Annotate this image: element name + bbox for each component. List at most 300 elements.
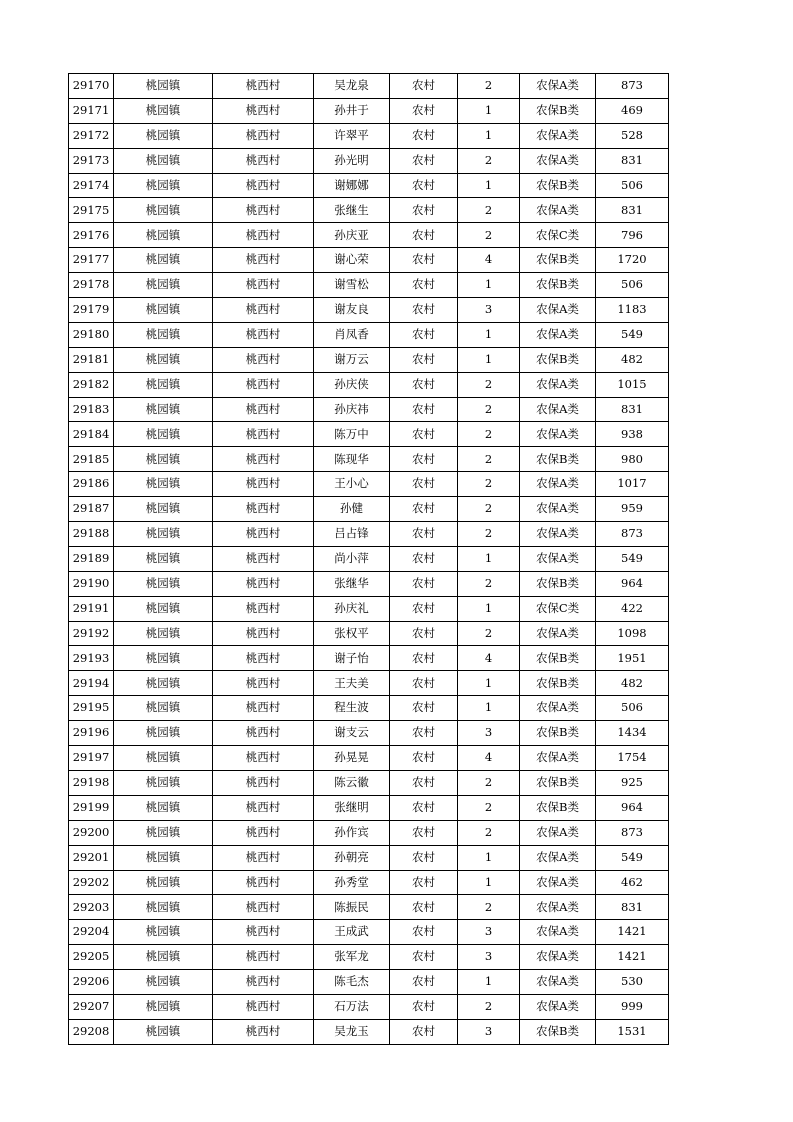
cell-name: 孙庆祎	[314, 397, 390, 422]
cell-name: 谢子怡	[314, 646, 390, 671]
cell-town: 桃园镇	[114, 223, 213, 248]
cell-insurance-category: 农保C类	[520, 596, 596, 621]
cell-member-count: 2	[458, 522, 520, 547]
cell-insurance-category: 农保C类	[520, 223, 596, 248]
cell-amount: 959	[596, 497, 669, 522]
cell-member-count: 3	[458, 721, 520, 746]
cell-household-type: 农村	[390, 895, 458, 920]
cell-member-count: 2	[458, 795, 520, 820]
cell-record-id: 29188	[69, 522, 114, 547]
cell-household-type: 农村	[390, 472, 458, 497]
cell-town: 桃园镇	[114, 870, 213, 895]
cell-amount: 1098	[596, 621, 669, 646]
cell-member-count: 2	[458, 372, 520, 397]
cell-village: 桃西村	[213, 895, 314, 920]
cell-insurance-category: 农保A类	[520, 472, 596, 497]
cell-record-id: 29190	[69, 571, 114, 596]
cell-amount: 964	[596, 795, 669, 820]
table-row	[69, 522, 669, 547]
cell-town: 桃园镇	[114, 546, 213, 571]
cell-record-id: 29184	[69, 422, 114, 447]
cell-amount: 873	[596, 820, 669, 845]
cell-village: 桃西村	[213, 148, 314, 173]
cell-village: 桃西村	[213, 945, 314, 970]
cell-name: 谢万云	[314, 347, 390, 372]
cell-town: 桃园镇	[114, 298, 213, 323]
cell-town: 桃园镇	[114, 372, 213, 397]
cell-insurance-category: 农保A类	[520, 298, 596, 323]
cell-amount: 1183	[596, 298, 669, 323]
cell-name: 吕占锋	[314, 522, 390, 547]
cell-record-id: 29196	[69, 721, 114, 746]
table-row	[69, 248, 669, 273]
cell-member-count: 2	[458, 820, 520, 845]
cell-record-id: 29187	[69, 497, 114, 522]
cell-village: 桃西村	[213, 123, 314, 148]
table-row	[69, 347, 669, 372]
cell-name: 张继华	[314, 571, 390, 596]
cell-insurance-category: 农保A类	[520, 497, 596, 522]
cell-name: 孙井于	[314, 98, 390, 123]
cell-member-count: 1	[458, 123, 520, 148]
cell-household-type: 农村	[390, 770, 458, 795]
cell-town: 桃园镇	[114, 646, 213, 671]
cell-insurance-category: 农保A类	[520, 945, 596, 970]
cell-town: 桃园镇	[114, 746, 213, 771]
cell-household-type: 农村	[390, 74, 458, 99]
cell-record-id: 29206	[69, 970, 114, 995]
cell-insurance-category: 农保A类	[520, 148, 596, 173]
cell-member-count: 1	[458, 173, 520, 198]
cell-village: 桃西村	[213, 571, 314, 596]
cell-town: 桃园镇	[114, 970, 213, 995]
cell-member-count: 1	[458, 322, 520, 347]
cell-town: 桃园镇	[114, 596, 213, 621]
cell-insurance-category: 农保B类	[520, 721, 596, 746]
cell-insurance-category: 农保B类	[520, 795, 596, 820]
cell-household-type: 农村	[390, 646, 458, 671]
cell-village: 桃西村	[213, 820, 314, 845]
cell-household-type: 农村	[390, 795, 458, 820]
table-row	[69, 870, 669, 895]
cell-record-id: 29171	[69, 98, 114, 123]
cell-amount: 925	[596, 770, 669, 795]
cell-name: 许翠平	[314, 123, 390, 148]
cell-amount: 1017	[596, 472, 669, 497]
cell-record-id: 29172	[69, 123, 114, 148]
cell-household-type: 农村	[390, 571, 458, 596]
cell-member-count: 1	[458, 970, 520, 995]
cell-record-id: 29185	[69, 447, 114, 472]
cell-household-type: 农村	[390, 173, 458, 198]
cell-amount: 1754	[596, 746, 669, 771]
cell-name: 孙庆礼	[314, 596, 390, 621]
cell-town: 桃园镇	[114, 571, 213, 596]
cell-household-type: 农村	[390, 322, 458, 347]
cell-amount: 999	[596, 994, 669, 1019]
cell-name: 孙朝亮	[314, 845, 390, 870]
cell-village: 桃西村	[213, 770, 314, 795]
cell-amount: 482	[596, 671, 669, 696]
cell-member-count: 2	[458, 223, 520, 248]
cell-member-count: 2	[458, 397, 520, 422]
cell-amount: 831	[596, 397, 669, 422]
table-row	[69, 721, 669, 746]
cell-insurance-category: 农保B类	[520, 447, 596, 472]
cell-village: 桃西村	[213, 422, 314, 447]
cell-member-count: 2	[458, 472, 520, 497]
cell-village: 桃西村	[213, 347, 314, 372]
cell-village: 桃西村	[213, 621, 314, 646]
cell-household-type: 农村	[390, 397, 458, 422]
cell-insurance-category: 农保A类	[520, 994, 596, 1019]
cell-name: 张军龙	[314, 945, 390, 970]
cell-amount: 831	[596, 198, 669, 223]
cell-amount: 1421	[596, 920, 669, 945]
cell-record-id: 29179	[69, 298, 114, 323]
cell-household-type: 农村	[390, 223, 458, 248]
cell-town: 桃园镇	[114, 820, 213, 845]
cell-household-type: 农村	[390, 123, 458, 148]
cell-insurance-category: 农保A类	[520, 74, 596, 99]
cell-town: 桃园镇	[114, 173, 213, 198]
cell-household-type: 农村	[390, 273, 458, 298]
table-row	[69, 148, 669, 173]
table-row	[69, 447, 669, 472]
cell-village: 桃西村	[213, 721, 314, 746]
cell-amount: 1720	[596, 248, 669, 273]
cell-record-id: 29177	[69, 248, 114, 273]
table-row	[69, 372, 669, 397]
cell-amount: 549	[596, 322, 669, 347]
table-row	[69, 74, 669, 99]
cell-name: 程生波	[314, 696, 390, 721]
table-row	[69, 970, 669, 995]
cell-amount: 469	[596, 98, 669, 123]
table-row	[69, 322, 669, 347]
cell-village: 桃西村	[213, 795, 314, 820]
cell-record-id: 29192	[69, 621, 114, 646]
cell-name: 陈振民	[314, 895, 390, 920]
cell-member-count: 2	[458, 895, 520, 920]
cell-town: 桃园镇	[114, 198, 213, 223]
cell-member-count: 1	[458, 845, 520, 870]
cell-insurance-category: 农保A类	[520, 870, 596, 895]
cell-village: 桃西村	[213, 372, 314, 397]
table-row	[69, 945, 669, 970]
cell-village: 桃西村	[213, 198, 314, 223]
table-row	[69, 422, 669, 447]
cell-name: 孙秀堂	[314, 870, 390, 895]
cell-insurance-category: 农保B类	[520, 770, 596, 795]
cell-amount: 796	[596, 223, 669, 248]
table-row	[69, 173, 669, 198]
cell-name: 陈万中	[314, 422, 390, 447]
cell-record-id: 29203	[69, 895, 114, 920]
cell-amount: 549	[596, 845, 669, 870]
cell-village: 桃西村	[213, 870, 314, 895]
cell-town: 桃园镇	[114, 994, 213, 1019]
cell-amount: 549	[596, 546, 669, 571]
cell-village: 桃西村	[213, 1019, 314, 1044]
cell-village: 桃西村	[213, 994, 314, 1019]
cell-name: 孙光明	[314, 148, 390, 173]
table-row	[69, 571, 669, 596]
cell-member-count: 1	[458, 546, 520, 571]
cell-town: 桃园镇	[114, 397, 213, 422]
cell-household-type: 农村	[390, 920, 458, 945]
cell-town: 桃园镇	[114, 795, 213, 820]
cell-record-id: 29170	[69, 74, 114, 99]
cell-record-id: 29175	[69, 198, 114, 223]
cell-household-type: 农村	[390, 372, 458, 397]
table-row	[69, 223, 669, 248]
cell-insurance-category: 农保A类	[520, 322, 596, 347]
cell-name: 陈云徽	[314, 770, 390, 795]
cell-record-id: 29186	[69, 472, 114, 497]
cell-village: 桃西村	[213, 472, 314, 497]
cell-record-id: 29207	[69, 994, 114, 1019]
cell-record-id: 29194	[69, 671, 114, 696]
cell-town: 桃园镇	[114, 123, 213, 148]
cell-amount: 964	[596, 571, 669, 596]
cell-member-count: 3	[458, 920, 520, 945]
cell-record-id: 29181	[69, 347, 114, 372]
cell-member-count: 1	[458, 98, 520, 123]
cell-village: 桃西村	[213, 646, 314, 671]
cell-name: 孙庆亚	[314, 223, 390, 248]
cell-amount: 506	[596, 696, 669, 721]
cell-insurance-category: 农保A类	[520, 920, 596, 945]
cell-name: 张权平	[314, 621, 390, 646]
cell-household-type: 农村	[390, 248, 458, 273]
cell-name: 石万法	[314, 994, 390, 1019]
cell-household-type: 农村	[390, 596, 458, 621]
cell-record-id: 29195	[69, 696, 114, 721]
cell-record-id: 29204	[69, 920, 114, 945]
table-row	[69, 198, 669, 223]
cell-amount: 980	[596, 447, 669, 472]
cell-village: 桃西村	[213, 671, 314, 696]
cell-amount: 506	[596, 273, 669, 298]
cell-household-type: 农村	[390, 447, 458, 472]
cell-amount: 506	[596, 173, 669, 198]
table-row	[69, 472, 669, 497]
cell-town: 桃园镇	[114, 945, 213, 970]
cell-record-id: 29199	[69, 795, 114, 820]
cell-member-count: 2	[458, 497, 520, 522]
table-row	[69, 994, 669, 1019]
cell-name: 肖凤香	[314, 322, 390, 347]
cell-household-type: 农村	[390, 198, 458, 223]
cell-household-type: 农村	[390, 347, 458, 372]
cell-village: 桃西村	[213, 273, 314, 298]
cell-insurance-category: 农保A类	[520, 696, 596, 721]
cell-village: 桃西村	[213, 173, 314, 198]
cell-member-count: 1	[458, 596, 520, 621]
cell-town: 桃园镇	[114, 845, 213, 870]
cell-town: 桃园镇	[114, 895, 213, 920]
cell-member-count: 4	[458, 646, 520, 671]
cell-village: 桃西村	[213, 696, 314, 721]
cell-member-count: 2	[458, 447, 520, 472]
cell-village: 桃西村	[213, 397, 314, 422]
cell-insurance-category: 农保B类	[520, 248, 596, 273]
cell-household-type: 农村	[390, 970, 458, 995]
cell-insurance-category: 农保A类	[520, 198, 596, 223]
cell-town: 桃园镇	[114, 273, 213, 298]
cell-village: 桃西村	[213, 970, 314, 995]
cell-name: 谢友良	[314, 298, 390, 323]
cell-insurance-category: 农保A类	[520, 820, 596, 845]
cell-village: 桃西村	[213, 746, 314, 771]
cell-insurance-category: 农保B类	[520, 273, 596, 298]
cell-town: 桃园镇	[114, 472, 213, 497]
cell-amount: 831	[596, 148, 669, 173]
cell-member-count: 3	[458, 945, 520, 970]
cell-insurance-category: 农保A类	[520, 895, 596, 920]
cell-insurance-category: 农保B类	[520, 98, 596, 123]
cell-amount: 873	[596, 74, 669, 99]
cell-record-id: 29183	[69, 397, 114, 422]
cell-insurance-category: 农保B类	[520, 671, 596, 696]
cell-household-type: 农村	[390, 945, 458, 970]
cell-amount: 530	[596, 970, 669, 995]
cell-insurance-category: 农保A类	[520, 970, 596, 995]
cell-village: 桃西村	[213, 845, 314, 870]
table-row	[69, 895, 669, 920]
cell-town: 桃园镇	[114, 422, 213, 447]
cell-insurance-category: 农保B类	[520, 1019, 596, 1044]
cell-amount: 528	[596, 123, 669, 148]
cell-member-count: 1	[458, 870, 520, 895]
cell-name: 陈毛杰	[314, 970, 390, 995]
cell-village: 桃西村	[213, 447, 314, 472]
cell-household-type: 农村	[390, 870, 458, 895]
cell-insurance-category: 农保A类	[520, 422, 596, 447]
cell-village: 桃西村	[213, 920, 314, 945]
cell-village: 桃西村	[213, 223, 314, 248]
cell-member-count: 2	[458, 198, 520, 223]
table-row	[69, 1019, 669, 1044]
cell-insurance-category: 农保A类	[520, 621, 596, 646]
cell-village: 桃西村	[213, 546, 314, 571]
table-row	[69, 123, 669, 148]
cell-name: 孙晃晃	[314, 746, 390, 771]
cell-record-id: 29173	[69, 148, 114, 173]
cell-insurance-category: 农保B类	[520, 173, 596, 198]
cell-record-id: 29205	[69, 945, 114, 970]
table-row	[69, 746, 669, 771]
cell-household-type: 农村	[390, 845, 458, 870]
cell-member-count: 3	[458, 1019, 520, 1044]
cell-insurance-category: 农保A类	[520, 845, 596, 870]
table-row	[69, 795, 669, 820]
cell-record-id: 29198	[69, 770, 114, 795]
cell-village: 桃西村	[213, 298, 314, 323]
cell-amount: 938	[596, 422, 669, 447]
table-row	[69, 621, 669, 646]
cell-amount: 482	[596, 347, 669, 372]
cell-amount: 1434	[596, 721, 669, 746]
cell-household-type: 农村	[390, 621, 458, 646]
cell-name: 谢支云	[314, 721, 390, 746]
cell-record-id: 29200	[69, 820, 114, 845]
cell-name: 王成武	[314, 920, 390, 945]
cell-name: 陈现华	[314, 447, 390, 472]
cell-insurance-category: 农保B类	[520, 571, 596, 596]
table-row	[69, 397, 669, 422]
cell-amount: 873	[596, 522, 669, 547]
table-row	[69, 646, 669, 671]
cell-insurance-category: 农保A类	[520, 546, 596, 571]
cell-insurance-category: 农保B类	[520, 347, 596, 372]
cell-town: 桃园镇	[114, 1019, 213, 1044]
cell-record-id: 29176	[69, 223, 114, 248]
cell-member-count: 2	[458, 770, 520, 795]
cell-town: 桃园镇	[114, 671, 213, 696]
cell-household-type: 农村	[390, 98, 458, 123]
cell-town: 桃园镇	[114, 497, 213, 522]
cell-record-id: 29189	[69, 546, 114, 571]
cell-household-type: 农村	[390, 298, 458, 323]
table-row	[69, 298, 669, 323]
cell-name: 孙作宾	[314, 820, 390, 845]
cell-name: 孙庆侠	[314, 372, 390, 397]
cell-village: 桃西村	[213, 98, 314, 123]
cell-household-type: 农村	[390, 696, 458, 721]
cell-town: 桃园镇	[114, 770, 213, 795]
cell-record-id: 29180	[69, 322, 114, 347]
table-row	[69, 696, 669, 721]
cell-amount: 1951	[596, 646, 669, 671]
table-row	[69, 671, 669, 696]
cell-village: 桃西村	[213, 596, 314, 621]
cell-village: 桃西村	[213, 74, 314, 99]
cell-name: 谢心荣	[314, 248, 390, 273]
cell-member-count: 2	[458, 994, 520, 1019]
cell-insurance-category: 农保A类	[520, 746, 596, 771]
table-row	[69, 820, 669, 845]
cell-amount: 1421	[596, 945, 669, 970]
cell-household-type: 农村	[390, 422, 458, 447]
cell-amount: 831	[596, 895, 669, 920]
cell-amount: 1015	[596, 372, 669, 397]
cell-town: 桃园镇	[114, 148, 213, 173]
cell-member-count: 2	[458, 74, 520, 99]
cell-town: 桃园镇	[114, 347, 213, 372]
cell-town: 桃园镇	[114, 621, 213, 646]
cell-household-type: 农村	[390, 522, 458, 547]
cell-town: 桃园镇	[114, 447, 213, 472]
cell-village: 桃西村	[213, 248, 314, 273]
cell-household-type: 农村	[390, 721, 458, 746]
cell-town: 桃园镇	[114, 98, 213, 123]
cell-insurance-category: 农保A类	[520, 123, 596, 148]
cell-insurance-category: 农保B类	[520, 646, 596, 671]
cell-member-count: 4	[458, 746, 520, 771]
cell-record-id: 29208	[69, 1019, 114, 1044]
cell-town: 桃园镇	[114, 248, 213, 273]
cell-member-count: 1	[458, 273, 520, 298]
cell-member-count: 3	[458, 298, 520, 323]
cell-name: 王小心	[314, 472, 390, 497]
cell-village: 桃西村	[213, 322, 314, 347]
cell-amount: 422	[596, 596, 669, 621]
table-row	[69, 596, 669, 621]
cell-household-type: 农村	[390, 497, 458, 522]
cell-household-type: 农村	[390, 671, 458, 696]
